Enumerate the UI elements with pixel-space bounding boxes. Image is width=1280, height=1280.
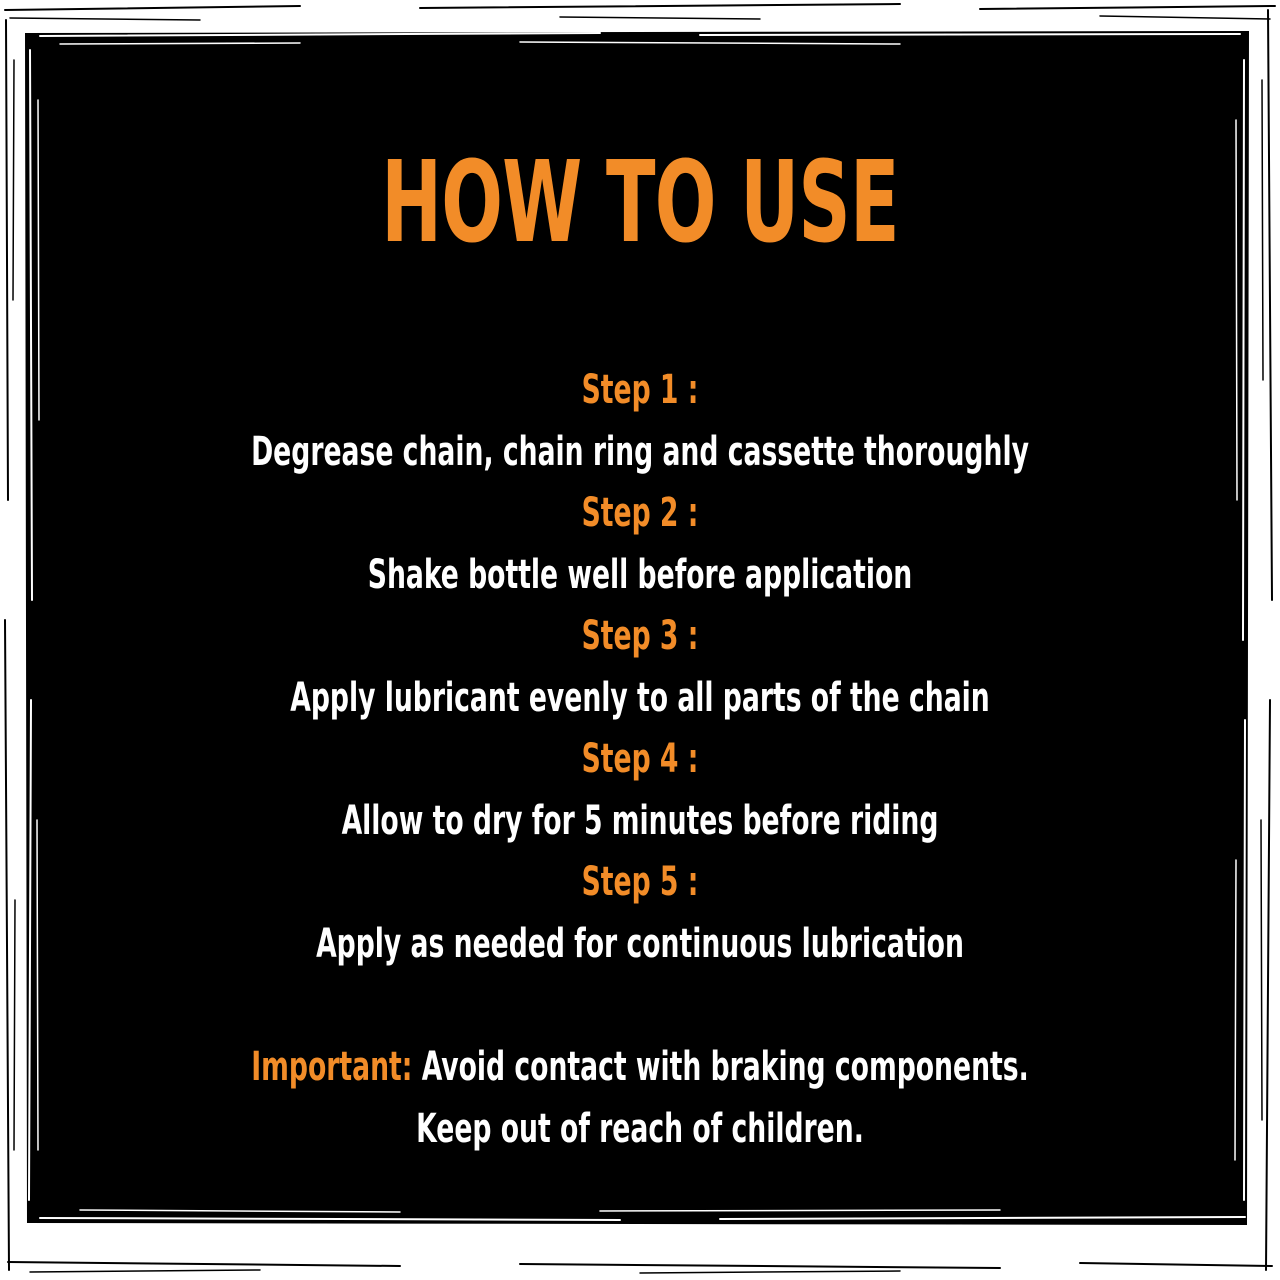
- step-4-label: Step 4 :: [581, 736, 699, 782]
- step-3-label: Step 3 :: [581, 613, 699, 659]
- important-text-1: Avoid contact with braking components.: [421, 1044, 1029, 1090]
- step-4-text: Allow to dry for 5 minutes before riding: [341, 797, 939, 844]
- step-1-label: Step 1 :: [581, 367, 699, 413]
- step-3-text: Apply lubricant evenly to all parts of the chain: [290, 674, 990, 721]
- step-2-text: Shake bottle well before application: [367, 551, 913, 598]
- step-2-label: Step 2 :: [581, 490, 699, 536]
- step-5-label: Step 5 :: [581, 859, 699, 905]
- important-notice: [0, 1036, 1280, 1160]
- page-title: HOW TO USE: [381, 138, 899, 268]
- important-line-2: Keep out of reach of children.: [416, 1106, 864, 1152]
- steps-list: [0, 360, 1280, 975]
- step-1-text: Degrease chain, chain ring and cassette thoroughly: [251, 428, 1029, 475]
- step-5-text: Apply as needed for continuous lubrication: [316, 920, 964, 967]
- important-label: Important:: [251, 1044, 413, 1090]
- important-line-1: [166, 1036, 1113, 1098]
